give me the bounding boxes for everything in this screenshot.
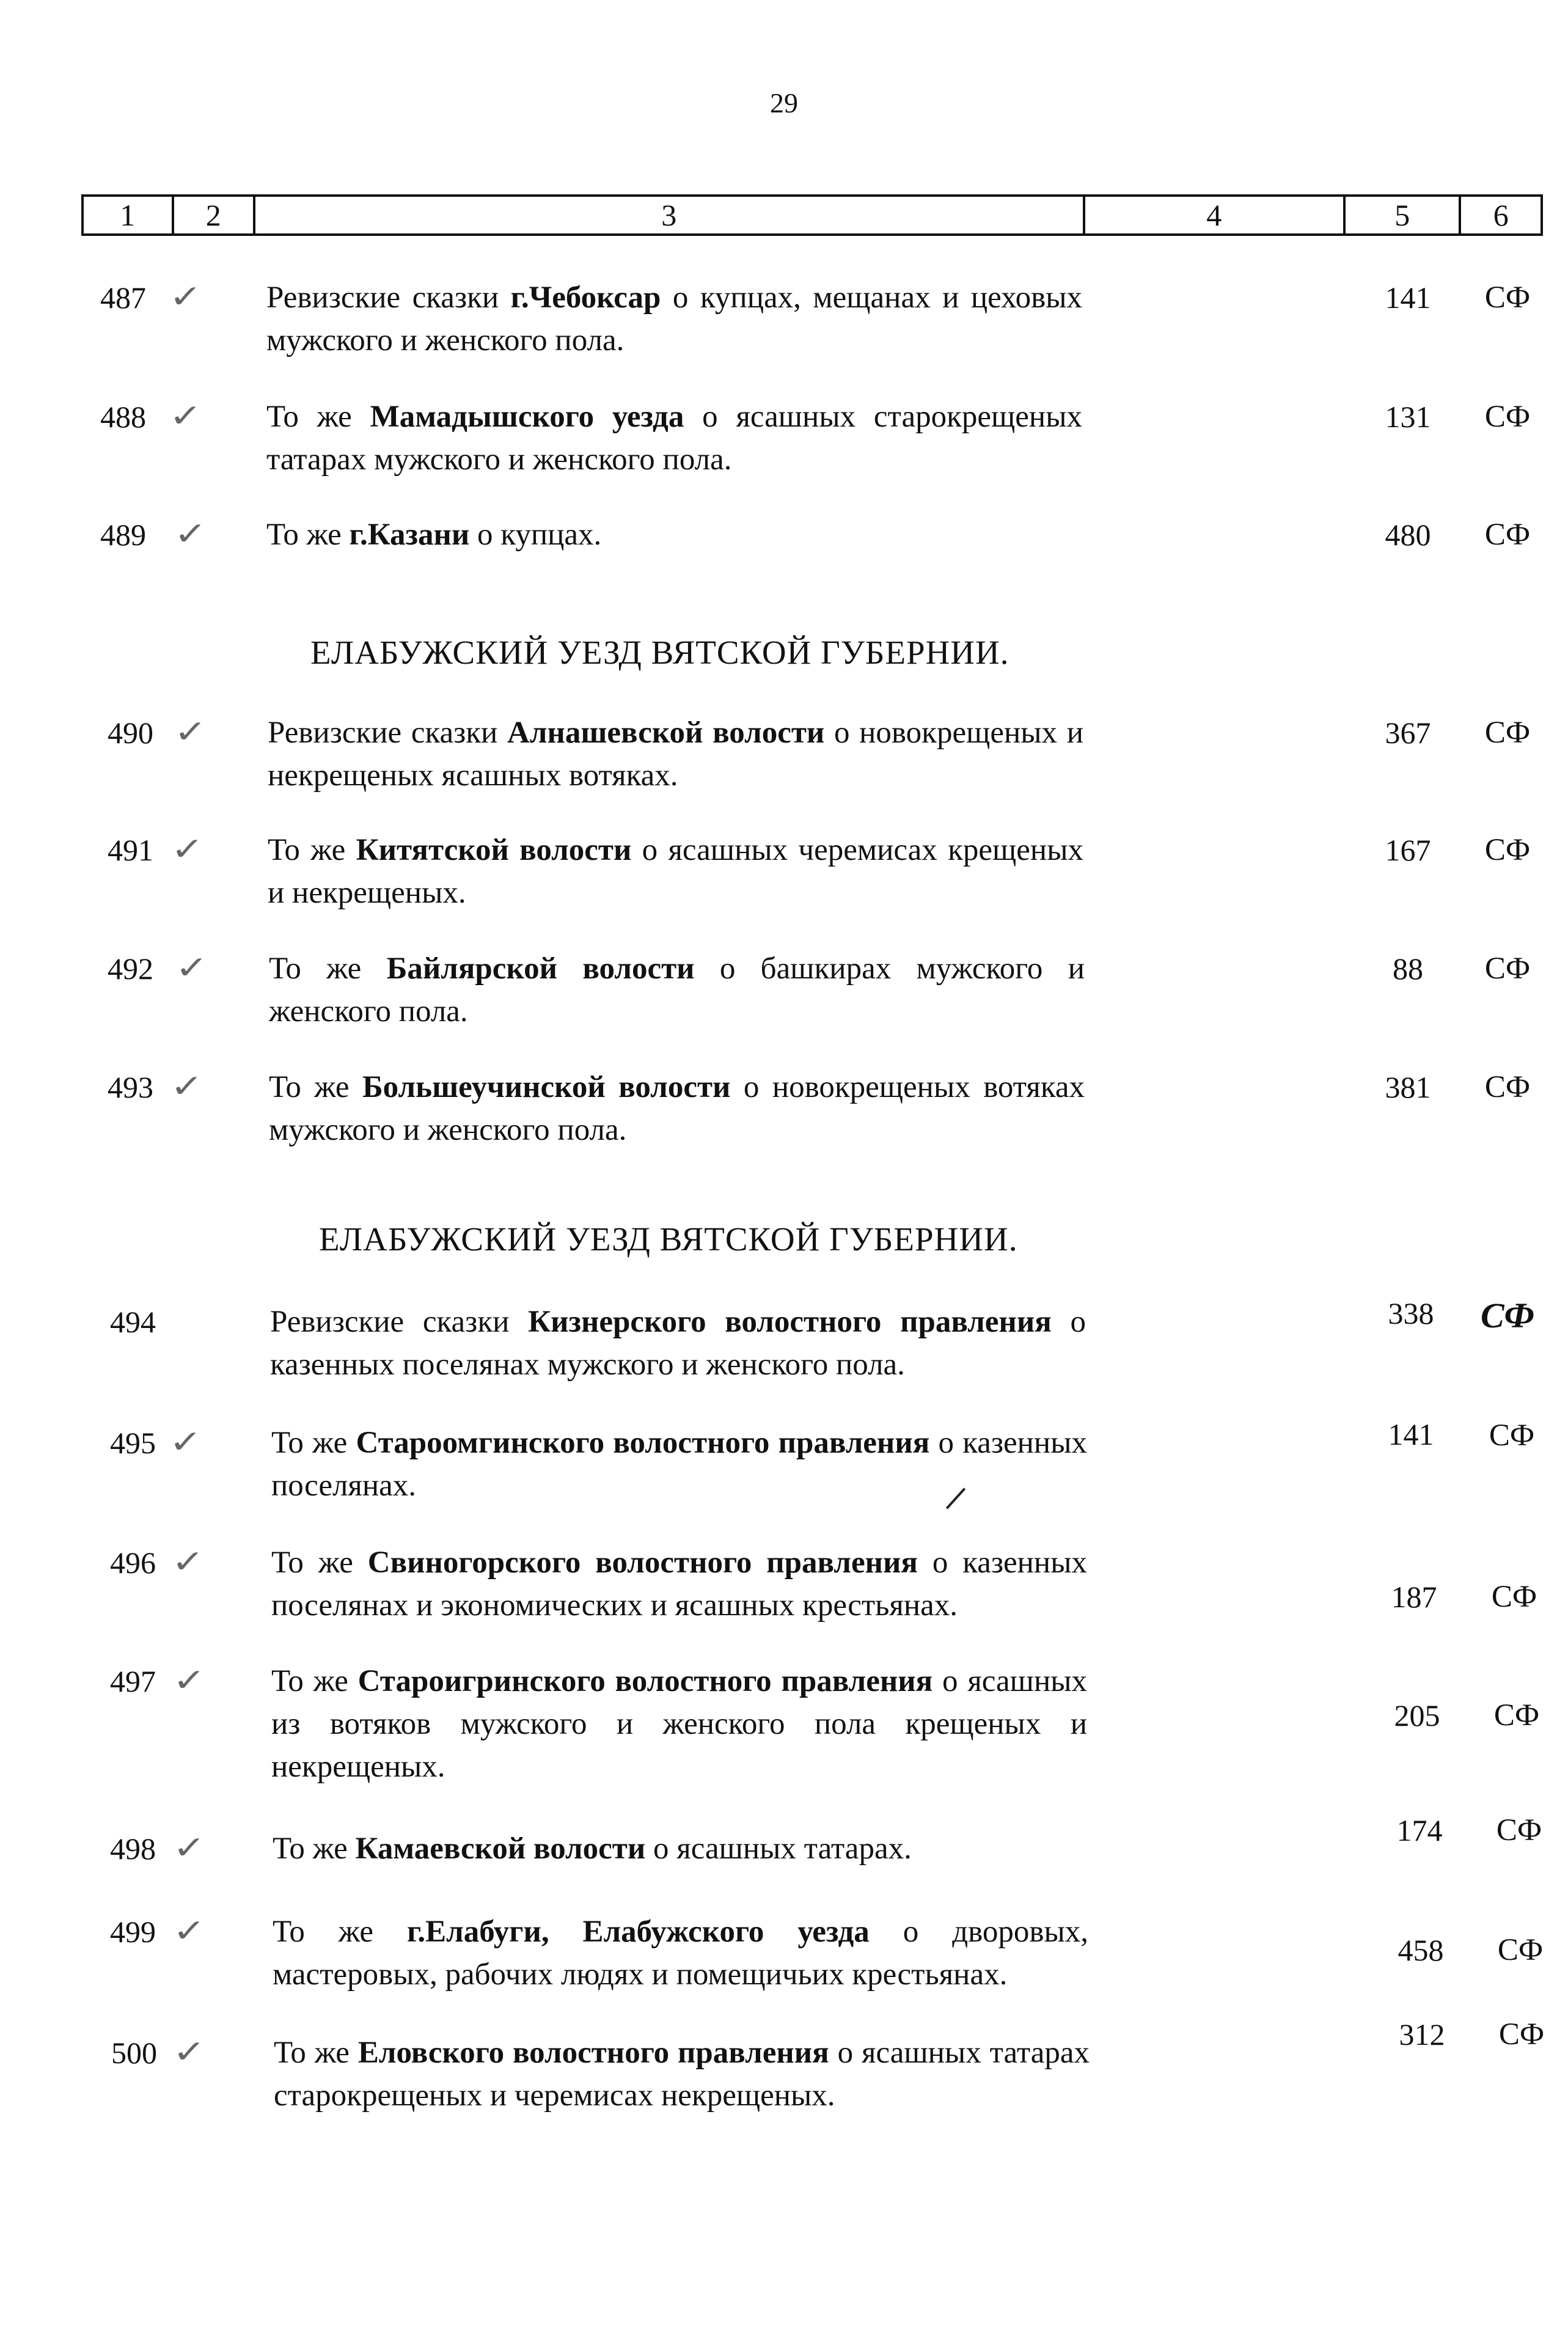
- entry-description: Ревизские сказки Кизнерского волостного правления о казенных поселянах мужского и женского пола.: [270, 1305, 1086, 1382]
- checkmark-icon: ✓: [175, 951, 209, 986]
- entry-number: 499: [110, 1915, 156, 1949]
- entry-sheet-count: 141: [1388, 1417, 1434, 1451]
- entry-place: Еловского волостного правления: [357, 2036, 829, 2070]
- entry-fund: СФ: [1484, 281, 1531, 315]
- section-heading: ЕЛАБУЖСКИЙ УЕЗД ВЯТСКОЙ ГУБЕРНИИ.: [310, 634, 1009, 671]
- entry-sheet-count: 480: [1385, 518, 1431, 552]
- entry-description: То же Камаевской волости о ясашных татарах.: [273, 1832, 912, 1866]
- entry-description: То же Большеучинской волости о новокрещеных вотяках мужского и женского пола.: [269, 1070, 1085, 1147]
- entry-fund: СФ: [1484, 716, 1531, 750]
- entry-place: г.Елабуги, Елабужского уезда: [406, 1915, 870, 1949]
- entry-sheet-count: 174: [1396, 1813, 1443, 1847]
- entry-number: 496: [110, 1546, 156, 1580]
- entry-sheet-count: 167: [1385, 833, 1431, 867]
- entry-place: Староигринского волостного правления: [357, 1664, 933, 1698]
- entry-number: 488: [100, 400, 146, 434]
- entry-place: Алнашевской волости: [507, 716, 825, 750]
- entry-number: 498: [110, 1832, 156, 1866]
- checkmark-icon: ✓: [170, 1069, 204, 1104]
- entry-fund: СФ: [1498, 2017, 1545, 2052]
- entry-fund: СФ: [1493, 1698, 1540, 1733]
- checkmark-icon: ✓: [174, 517, 208, 552]
- entry-place: г.Казани: [349, 518, 470, 552]
- entry-place: Камаевской волости: [355, 1832, 646, 1866]
- entry-description: То же Староигринского волостного правления о ясашных из вотяков мужского и женского пола крещеных и некрещеных.: [271, 1664, 1088, 1784]
- entry-fund: СФ: [1484, 518, 1531, 552]
- entry-description: То же Байлярской волости о башкирах мужского и женского пола.: [269, 952, 1085, 1029]
- entry-sheet-count: 312: [1399, 2017, 1445, 2052]
- entry-place: Большеучинской волости: [362, 1070, 731, 1104]
- checkmark-icon: ✓: [169, 399, 203, 434]
- checkmark-icon: ✓: [172, 1914, 207, 1949]
- entry-sheet-count: 458: [1398, 1933, 1444, 1967]
- entry-place: Мамадышского уезда: [370, 400, 684, 434]
- checkmark-icon: ✓: [171, 1545, 205, 1580]
- entry-fund: СФ: [1496, 1813, 1542, 1847]
- column-header-5: 5: [1346, 197, 1461, 233]
- entry-description: То же Мамадышского уезда о ясашных старокрещеных татарах мужского и женского пола.: [266, 400, 1082, 477]
- checkmark-icon: ✓: [169, 280, 203, 315]
- entry-fund: СФ: [1484, 833, 1531, 867]
- checkmark-icon: ✓: [170, 832, 205, 867]
- entry-sheet-count: 338: [1388, 1296, 1434, 1330]
- entry-number: 494: [110, 1305, 156, 1339]
- entry-fund: СФ: [1489, 1418, 1535, 1453]
- entry-sheet-count: 205: [1394, 1698, 1440, 1733]
- entry-number: 493: [108, 1070, 153, 1104]
- entry-place: Кизнерского волостного правления: [528, 1305, 1052, 1339]
- entry-description: Ревизские сказки Алнашевской волости о новокрещеных и некрещеных ясашных вотяках.: [268, 716, 1084, 793]
- column-header-4: 4: [1085, 197, 1346, 233]
- entry-fund: СФ: [1491, 1580, 1537, 1614]
- entry-fund: СФ: [1481, 1296, 1534, 1335]
- column-header-row: [81, 194, 1543, 236]
- entry-fund: СФ: [1484, 952, 1531, 986]
- entry-description: То же Свиногорского волостного правления о казенных поселянах и экономических и ясашных крестьянах.: [271, 1546, 1087, 1623]
- entry-number: 495: [110, 1426, 156, 1460]
- page-number: 29: [770, 87, 798, 119]
- checkmark-icon: ✓: [172, 2035, 207, 2070]
- entry-description: То же г.Елабуги, Елабужского уезда о дворовых, мастеровых, рабочих людях и помещичьих крестьянах.: [273, 1915, 1088, 1992]
- entry-number: 491: [108, 833, 153, 867]
- column-header-1: 1: [84, 197, 174, 233]
- column-header-3: 3: [255, 197, 1085, 233]
- entry-description: То же Китятской волости о ясашных черемисах крещеных и некрещеных.: [268, 833, 1083, 910]
- entry-place: Староомгинского волостного правления: [356, 1426, 930, 1460]
- entry-fund: СФ: [1484, 1070, 1531, 1104]
- entry-number: 487: [100, 281, 146, 315]
- entry-description: То же Еловского волостного правления о ясашных татарах старокрещеных и черемисах некрещеных.: [274, 2036, 1090, 2113]
- entry-place: г.Чебоксар: [510, 281, 661, 315]
- entry-sheet-count: 381: [1385, 1070, 1431, 1104]
- entry-number: 490: [108, 716, 153, 750]
- checkmark-icon: ✓: [172, 1831, 207, 1866]
- column-header-2: 2: [174, 197, 256, 233]
- entry-number: 489: [100, 518, 146, 552]
- entry-description: То же г.Казани о купцах.: [266, 518, 602, 552]
- entry-fund: СФ: [1484, 400, 1531, 434]
- entry-sheet-count: 187: [1391, 1580, 1437, 1614]
- section-heading: ЕЛАБУЖСКИЙ УЕЗД ВЯТСКОЙ ГУБЕРНИИ.: [319, 1220, 1018, 1258]
- column-header-6: 6: [1493, 198, 1509, 232]
- checkmark-icon: ✓: [174, 715, 208, 750]
- entry-description: Ревизские сказки г.Чебоксар о купцах, мещанах и цеховых мужского и женского пола.: [266, 281, 1082, 358]
- entry-fund: СФ: [1497, 1933, 1544, 1967]
- entry-number: 492: [108, 952, 153, 986]
- entry-place: Китятской волости: [356, 833, 632, 867]
- entry-sheet-count: 131: [1385, 400, 1431, 434]
- entry-sheet-count: 88: [1393, 952, 1423, 986]
- entry-description: То же Староомгинского волостного правления о казенных поселянах.: [271, 1426, 1087, 1503]
- checkmark-icon: ✓: [169, 1425, 203, 1460]
- entry-number: 500: [111, 2036, 157, 2070]
- entry-number: 497: [110, 1664, 156, 1698]
- entry-place: Свиногорского волостного правления: [367, 1546, 918, 1580]
- checkmark-icon: ✓: [172, 1663, 207, 1698]
- entry-sheet-count: 367: [1385, 716, 1431, 750]
- entry-sheet-count: 141: [1385, 281, 1431, 315]
- entry-place: Байлярской волости: [386, 952, 695, 986]
